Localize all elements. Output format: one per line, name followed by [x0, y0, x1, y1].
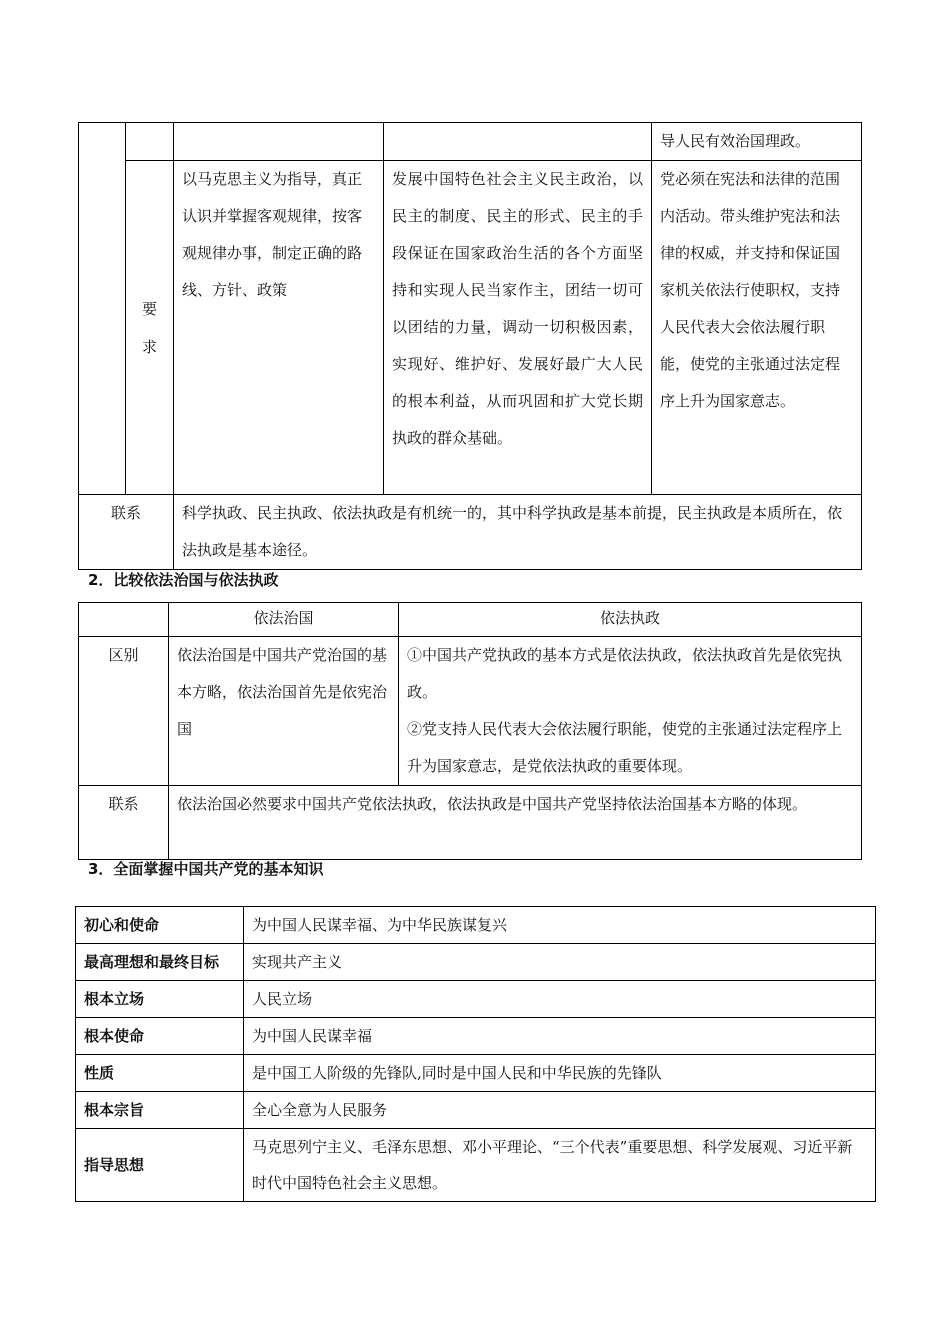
section-2-heading: 2．比较依法治国与依法执政 — [88, 571, 279, 589]
difference-law-governance — [399, 637, 862, 786]
difference-label: 区别 — [79, 637, 169, 786]
knowledge-label: 根本宗旨 — [76, 1092, 244, 1129]
column-header-law-governance: 依法执政 — [399, 603, 862, 637]
section-3-heading: 3．全面掌握中国共产党的基本知识 — [88, 860, 324, 878]
requirement-label — [126, 161, 174, 495]
difference-point-2: ②党支持人民代表大会依法履行职能，使党的主张通过法定程序上升为国家意志，是党依法执政的重要体现。 — [407, 720, 843, 775]
requirement-democracy-cell: 发展中国特色社会主义民主政治，以民主的制度、民主的形式、民主的手段保证在国家政治生活的各个方面坚持和实现人民当家作主，团结一切可以团结的力量，调动一切积极因素，实现好、维护好、发展好最广大人民的根本利益，从而巩固和扩大党长期执政的群众基础。 — [384, 161, 652, 495]
knowledge-label: 根本使命 — [76, 1018, 244, 1055]
blank-cell — [384, 123, 652, 161]
blank-cell — [126, 123, 174, 161]
knowledge-value: 为中国人民谋幸福、为中华民族谋复兴 — [244, 907, 876, 944]
continuation-table — [78, 122, 862, 570]
requirement-science-cell: 以马克思主义为指导，真正认识并掌握客观规律，按客观规律办事，制定正确的路线、方针、政策 — [174, 161, 384, 495]
outer-blank-cell — [79, 123, 126, 495]
knowledge-value: 是中国工人阶级的先锋队,同时是中国人民和中华民族的先锋队 — [244, 1055, 876, 1092]
blank-cell — [174, 123, 384, 161]
column-header-rule-of-law: 依法治国 — [169, 603, 399, 637]
knowledge-label: 性质 — [76, 1055, 244, 1092]
link-text: 科学执政、民主执政、依法执政是有机统一的，其中科学执政是基本前提，民主执政是本质所在，依法执政是基本途径。 — [174, 495, 862, 570]
requirement-law-cell: 党必须在宪法和法律的范围内活动。带头维护宪法和法律的权威，并支持和保证国家机关依法行使职权，支持人民代表大会依法履行职能，使党的主张通过法定程序上升为国家意志。 — [652, 161, 862, 495]
knowledge-label: 根本立场 — [76, 981, 244, 1018]
knowledge-label: 指导思想 — [76, 1129, 244, 1202]
requirement-label-char-2: 求 — [141, 337, 157, 356]
knowledge-value: 马克思列宁主义、毛泽东思想、邓小平理论、“三个代表”重要思想、科学发展观、习近平新时代中国特色社会主义思想。 — [244, 1129, 876, 1202]
link-text: 依法治国必然要求中国共产党依法执政，依法执政是中国共产党坚持依法治国基本方略的体现。 — [169, 786, 862, 860]
difference-point-1: ①中国共产党执政的基本方式是依法执政，依法执政首先是依宪执政。 — [407, 646, 843, 701]
party-knowledge-table — [75, 906, 876, 1202]
link-label: 联系 — [79, 786, 169, 860]
knowledge-label: 初心和使命 — [76, 907, 244, 944]
difference-rule-of-law: 依法治国是中国共产党治国的基本方略，依法治国首先是依宪治国 — [169, 637, 399, 786]
knowledge-label: 最高理想和最终目标 — [76, 944, 244, 981]
continued-text-cell: 导人民有效治国理政。 — [652, 123, 862, 161]
comparison-table — [78, 602, 862, 860]
requirement-label-char-1: 要 — [141, 299, 157, 318]
knowledge-value: 为中国人民谋幸福 — [244, 1018, 876, 1055]
knowledge-value: 全心全意为人民服务 — [244, 1092, 876, 1129]
knowledge-value: 实现共产主义 — [244, 944, 876, 981]
knowledge-value: 人民立场 — [244, 981, 876, 1018]
corner-blank-cell — [79, 603, 169, 637]
link-label: 联系 — [79, 495, 174, 570]
